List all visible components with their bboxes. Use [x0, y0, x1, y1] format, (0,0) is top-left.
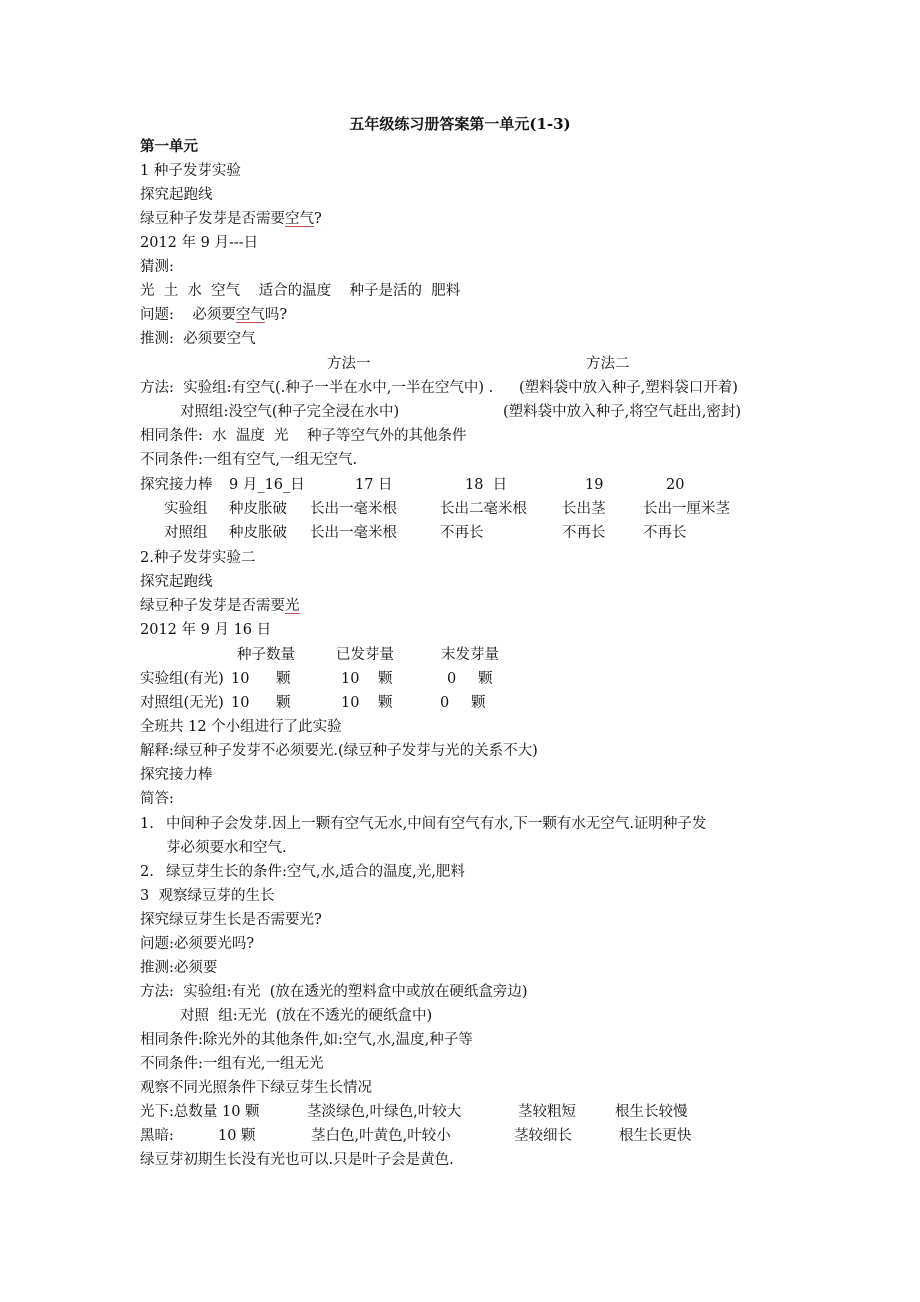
relay-date: 18 日	[465, 477, 508, 493]
method-row1-m2: (塑料袋中放入种子,塑料袋口开着)	[519, 380, 738, 396]
relay-date: 20	[666, 477, 685, 493]
relay-cell: 长出茎	[562, 501, 606, 517]
observation-cell: 根生长更快	[619, 1128, 692, 1144]
observation-label: 黑暗:	[140, 1128, 174, 1144]
underlined-term: 光	[285, 598, 300, 614]
relay-group: 实验组	[164, 501, 208, 517]
table-cell: 颗	[378, 695, 393, 711]
section3-diff-conditions: 不同条件:一组有光,一组无光	[140, 1056, 324, 1072]
relay-cell: 长出二毫米根	[440, 501, 527, 517]
section2-date: 2012 年 9 月 16 日	[140, 622, 272, 638]
guess-label: 猜测:	[140, 259, 174, 275]
observation-cell: 茎淡绿色,叶绿色,叶较大	[307, 1104, 462, 1120]
underlined-term: 空气	[235, 307, 265, 323]
relay-cell: 长出一厘米茎	[643, 501, 730, 517]
relay-label: 探究接力棒	[140, 477, 213, 493]
relay-cell: 种皮胀破	[229, 525, 287, 541]
relay-date: 19	[585, 477, 604, 493]
guess-items: 光 土 水 空气 适合的温度 种子是活的 肥料	[140, 283, 461, 299]
table-cell: 10	[231, 671, 250, 687]
problem-suffix: 吗?	[264, 307, 288, 323]
section2-start: 探究起跑线	[140, 574, 213, 590]
relay-cell: 种皮胀破	[229, 501, 287, 517]
section3-method-row1: 方法: 实验组:有光 (放在透光的塑料盒中或放在硬纸盒旁边)	[140, 984, 528, 1000]
section1-date: 2012 年 9 月---日	[140, 235, 259, 251]
relay-cell: 不再长	[562, 525, 606, 541]
relay-group: 对照组	[164, 525, 208, 541]
method-header-2: 方法二	[586, 356, 630, 372]
short-answer-label: 简答:	[140, 791, 174, 807]
section3-method-row2: 对照 组:无光 (放在不透光的硬纸盒中)	[180, 1008, 433, 1024]
table-cell: 颗	[378, 671, 393, 687]
observation-cell: 茎较粗短	[518, 1104, 576, 1120]
same-conditions: 相同条件: 水 温度 光 种子等空气外的其他条件	[140, 428, 467, 444]
method-header-1: 方法一	[327, 356, 371, 372]
question-text: 绿豆种子发芽是否需要	[140, 211, 285, 227]
answer-text: 中间种子会发芽.因上一颗有空气无水,中间有空气有水,下一颗有水无空气.证明种子发	[166, 816, 707, 832]
underlined-term: 空气	[285, 211, 314, 227]
section2-question	[140, 594, 300, 618]
table-row-group: 对照组(无光)	[140, 695, 224, 711]
observation-cell: 根生长较慢	[615, 1104, 688, 1120]
diff-conditions: 不同条件:一组有空气,一组无空气.	[140, 452, 358, 468]
observe-title: 观察不同光照条件下绿豆芽生长情况	[140, 1080, 372, 1096]
method-row2: 对照组:没空气(种子完全浸在水中)	[180, 404, 400, 420]
observation-cell: 茎较细长	[514, 1128, 572, 1144]
answer-number: 2.	[140, 864, 154, 880]
unit-heading: 第一单元	[140, 138, 198, 155]
section2-heading: 2.种子发芽实验二	[140, 550, 256, 566]
table-cell: 颗	[478, 671, 493, 687]
conclusion: 绿豆芽初期生长没有光也可以.只是叶子会是黄色.	[140, 1152, 454, 1168]
table-cell: 0	[447, 671, 457, 687]
section3-heading: 3 观察绿豆芽的生长	[140, 888, 275, 904]
section3-same-conditions: 相同条件:除光外的其他条件,如:空气,水,温度,种子等	[140, 1032, 473, 1048]
question-mark: ?	[314, 211, 322, 227]
section3-question: 探究绿豆芽生长是否需要光?	[140, 912, 322, 928]
observation-count: 10 颗	[218, 1128, 256, 1144]
answer-text-cont: 芽必须要水和空气.	[166, 840, 287, 856]
table-cell: 10	[341, 695, 360, 711]
table-cell: 10	[341, 671, 360, 687]
table-header: 已发芽量	[336, 647, 394, 663]
table-cell: 颗	[276, 695, 291, 711]
table-header: 种子数量	[237, 647, 295, 663]
table-cell: 颗	[276, 671, 291, 687]
relay-label-2: 探究接力棒	[140, 767, 213, 783]
problem-text: 问题: 必须要	[140, 307, 236, 323]
table-row-group: 实验组(有光)	[140, 671, 224, 687]
problem-line	[140, 303, 287, 327]
table-cell: 颗	[471, 695, 486, 711]
answer-text: 绿豆芽生长的条件:空气,水,适合的温度,光,肥料	[166, 864, 465, 880]
section1-start: 探究起跑线	[140, 187, 213, 203]
method-row1: 方法: 实验组:有空气(.种子一半在水中,一半在空气中) .	[140, 380, 494, 396]
hypothesis-line: 推测: 必须要空气	[140, 331, 256, 347]
explanation: 解释:绿豆种子发芽不必须要光.(绿豆种子发芽与光的关系不大)	[140, 743, 538, 759]
class-note: 全班共 12 个小组进行了此实验	[140, 719, 342, 735]
relay-cell: 不再长	[643, 525, 687, 541]
document-title: 五年级练习册答案第一单元(1-3)	[349, 115, 571, 133]
table-header: 末发芽量	[441, 647, 499, 663]
question-text: 绿豆种子发芽是否需要	[140, 598, 285, 614]
answer-number: 1.	[140, 816, 154, 832]
section1-heading: 1 种子发芽实验	[140, 163, 241, 179]
section3-problem: 问题:必须要光吗?	[140, 936, 255, 952]
table-cell: 10	[231, 695, 250, 711]
method-row2-m2: (塑料袋中放入种子,将空气赶出,密封)	[503, 404, 742, 420]
section1-question	[140, 207, 322, 231]
relay-cell: 长出一毫米根	[310, 525, 397, 541]
observation-label: 光下:总数量 10 颗	[140, 1104, 260, 1120]
observation-cell: 茎白色,叶黄色,叶较小	[311, 1128, 451, 1144]
relay-date: 17 日	[355, 477, 393, 493]
relay-cell: 长出一毫米根	[310, 501, 397, 517]
section3-hypothesis: 推测:必须要	[140, 960, 218, 976]
relay-date: 9 月_16_日	[229, 477, 305, 493]
relay-cell: 不再长	[440, 525, 484, 541]
table-cell: 0	[440, 695, 450, 711]
